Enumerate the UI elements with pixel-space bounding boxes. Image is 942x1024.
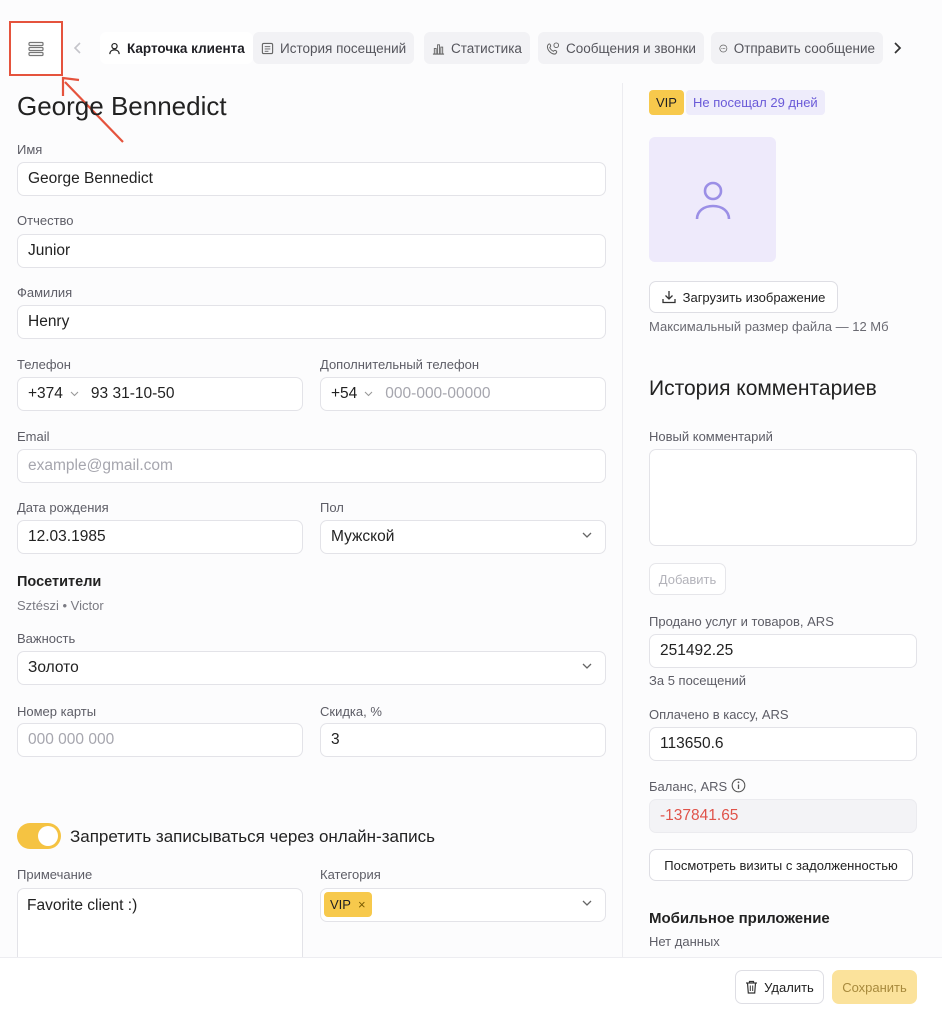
chip-remove-icon[interactable]: × [357,897,366,912]
first-name-field[interactable] [17,162,606,196]
chip-label: VIP [330,897,351,912]
email-field[interactable] [17,449,606,483]
sold-field [649,634,917,668]
tab-messages-calls[interactable] [538,32,704,64]
card-number-placeholder: 000 000 000 [28,731,115,748]
discount-value: 3 [331,731,340,748]
first-name-label: Имя [17,142,43,157]
avatar[interactable] [649,137,776,262]
phone-field[interactable] [17,377,303,411]
delete-button[interactable] [735,970,824,1004]
online-booking-block-label: Запретить записываться через онлайн-запись [70,827,436,846]
last-name-value: Henry [28,313,70,330]
note-value: Favorite client :) [27,897,138,914]
chevron-down-icon[interactable] [70,391,79,397]
visitors-list[interactable]: Sztészi • Victor [17,598,104,613]
trash-icon [745,980,758,994]
mobile-app-title: Мобильное приложение [649,910,830,927]
column-divider [622,83,623,963]
chevron-down-icon [582,532,592,539]
discount-field[interactable] [320,723,606,757]
extra-phone-placeholder: 000-000-00000 [385,385,491,402]
last-visit-badge: Не посещал 29 дней [686,90,825,115]
phone-message-icon [546,42,560,55]
tab-label: Карточка клиента [127,40,245,56]
tabs-scroll-right-icon[interactable] [891,40,903,56]
note-textarea[interactable] [17,888,303,968]
add-comment-button[interactable]: Добавить [649,563,726,595]
email-placeholder: example@gmail.com [28,457,173,474]
sold-value: 251492.25 [660,642,734,659]
gender-select[interactable] [320,520,606,554]
card-number-label: Номер карты [17,704,97,719]
paid-label: Оплачено в кассу, ARS [649,707,789,722]
tab-label: Сообщения и звонки [566,40,696,56]
balance-field [649,799,917,833]
tab-send-message[interactable] [711,32,883,64]
middle-name-value: Junior [28,242,71,259]
gender-label: Пол [320,500,344,515]
chevron-down-icon [582,900,592,907]
upload-image-label: Загрузить изображение [682,289,826,305]
balance-value: -137841.65 [660,807,739,824]
last-name-label: Фамилия [17,285,73,300]
chat-icon [719,42,728,55]
importance-select[interactable] [17,651,606,685]
importance-value: Золото [28,659,79,676]
delete-label: Удалить [764,979,814,995]
online-booking-block-toggle[interactable] [17,823,61,849]
visitors-title: Посетители [17,574,102,590]
menu-icon [28,41,44,57]
history-icon [261,42,274,55]
middle-name-label: Отчество [17,213,74,228]
paid-field [649,727,917,761]
tab-visit-history[interactable] [253,32,414,64]
middle-name-field[interactable] [17,234,606,268]
page-title: George Bennedict [17,91,227,121]
sold-label: Продано услуг и товаров, ARS [649,614,834,629]
tab-label: История посещений [280,40,407,56]
chart-icon [432,42,445,55]
tabs-scroll-left-icon[interactable] [72,40,84,56]
menu-toggle-button[interactable] [9,21,63,76]
upload-image-button[interactable] [649,281,838,313]
balance-label: Баланс, ARS [649,779,728,794]
chevron-down-icon[interactable] [364,391,373,397]
tab-label: Статистика [451,40,522,56]
phone-value: 93 31-10-50 [90,385,175,402]
chevron-down-icon [582,663,592,670]
extra-phone-field[interactable] [320,377,606,411]
tab-label: Отправить сообщение [733,40,875,56]
importance-label: Важность [17,631,76,646]
sold-hint: За 5 посещений [649,673,747,688]
new-comment-textarea[interactable] [649,449,917,546]
debt-visits-button[interactable]: Посмотреть визиты с задолженностью [649,849,913,881]
first-name-value: George Bennedict [28,170,153,187]
card-number-field[interactable] [17,723,303,757]
last-name-field[interactable] [17,305,606,339]
birth-date-label: Дата рождения [17,500,109,515]
new-comment-label: Новый комментарий [649,429,773,444]
category-label: Категория [320,867,381,882]
download-icon [662,290,676,304]
gender-value: Мужской [331,528,395,545]
note-label: Примечание [17,867,93,882]
tab-client-card[interactable] [100,32,253,64]
extra-phone-label: Дополнительный телефон [320,357,480,372]
birth-date-field[interactable] [17,520,303,554]
email-label: Email [17,429,50,444]
category-chip-vip [324,892,372,917]
discount-label: Скидка, % [320,704,382,719]
save-button[interactable]: Сохранить [832,970,917,1004]
phone-label: Телефон [17,357,71,372]
toggle-knob [38,826,58,846]
user-icon [108,42,121,55]
paid-value: 113650.6 [660,735,724,752]
phone-country-code[interactable]: +374 [28,385,63,402]
upload-hint: Максимальный размер файла — 12 Мб [649,319,889,334]
user-placeholder-icon [693,179,733,221]
vip-badge: VIP [649,90,684,115]
comments-title: История комментариев [649,377,877,400]
birth-date-value: 12.03.1985 [28,528,106,545]
mobile-app-value: Нет данных [649,934,720,949]
extra-phone-country-code[interactable]: +54 [331,385,358,402]
tab-statistics[interactable] [424,32,530,64]
info-icon[interactable] [731,778,746,793]
